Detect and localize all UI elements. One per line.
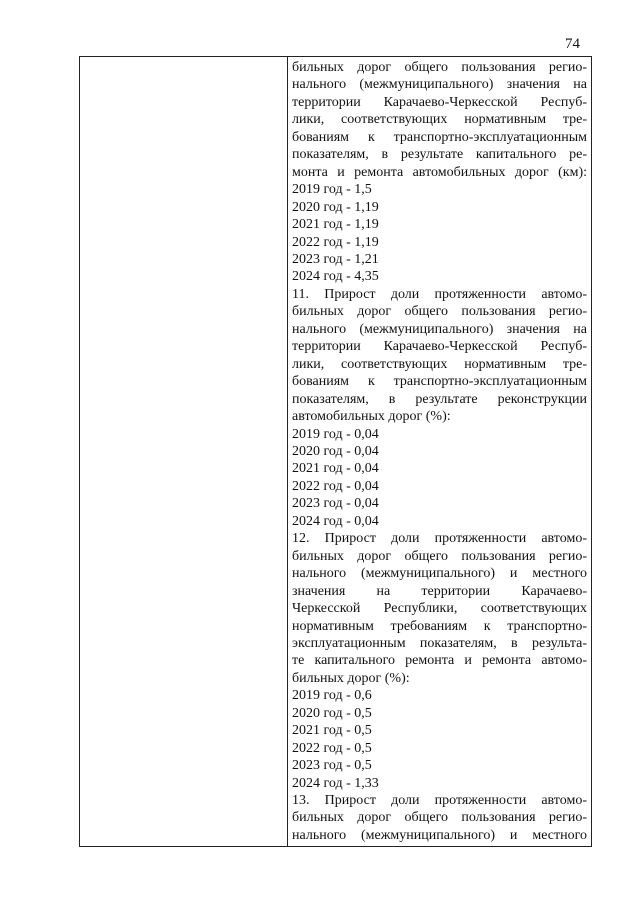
text-line: 2019 год - 0,04 <box>292 426 379 442</box>
text-line: 2022 год - 0,5 <box>292 740 372 756</box>
text-line: нального (межмуниципального) и местного <box>292 827 587 843</box>
text-line: бованиям к транспортно-эксплуатационным <box>292 129 587 145</box>
text-line: 2022 год - 0,04 <box>292 478 379 494</box>
text-line: нормативным требованиям к транспортно- <box>292 618 587 634</box>
content-table <box>79 56 592 847</box>
text-line: 2024 год - 4,35 <box>292 269 379 285</box>
text-line: 2022 год - 1,19 <box>292 234 379 250</box>
text-line: 2021 год - 1,19 <box>292 217 379 233</box>
text-line: эксплуатационным показателям, в результа- <box>292 635 587 651</box>
text-line: 2021 год - 0,04 <box>292 461 379 477</box>
page-number: 74 <box>565 36 580 52</box>
text-line: территории Карачаево-Черкесской Респуб- <box>292 339 587 355</box>
text-line: 2020 год - 1,19 <box>292 199 379 215</box>
text-line: Черкесской Республики, соответствующих <box>292 601 587 617</box>
text-line: лики, соответствующих нормативным тре- <box>292 356 587 372</box>
text-line: те капитального ремонта и ремонта автомо- <box>292 653 587 669</box>
text-line: 2019 год - 1,5 <box>292 182 372 198</box>
text-line: 2023 год - 1,21 <box>292 251 379 267</box>
text-line: 2021 год - 0,5 <box>292 723 372 739</box>
text-line: территории Карачаево-Черкесской Респуб- <box>292 94 587 110</box>
text-line: лики, соответствующих нормативным тре- <box>292 112 587 128</box>
table-right-cell <box>288 57 591 846</box>
text-line: показателям, в результате капитального ре- <box>292 147 587 163</box>
text-line: бильных дорог (%): <box>292 670 410 686</box>
text-line: показателям, в результате реконструкции <box>292 391 587 407</box>
text-line: значения на территории Карачаево- <box>292 583 587 599</box>
text-line: бильных дорог общего пользования регио- <box>292 548 587 564</box>
text-line: бильных дорог общего пользования регио- <box>292 304 587 320</box>
text-line: 13. Прирост доли протяженности автомо- <box>292 793 587 809</box>
text-line: 2020 год - 0,04 <box>292 443 379 459</box>
text-line: бильных дорог общего пользования регио- <box>292 810 587 826</box>
text-line: 12. Прирост доли протяженности автомо- <box>292 531 587 547</box>
text-line: 2020 год - 0,5 <box>292 705 372 721</box>
text-line: 2019 год - 0,6 <box>292 688 372 704</box>
text-line: 2024 год - 1,33 <box>292 775 379 791</box>
text-line: 2024 год - 0,04 <box>292 513 379 529</box>
text-line: 11. Прирост доли протяженности автомо- <box>292 286 587 302</box>
text-line: нального (межмуниципального) значения на <box>292 77 587 93</box>
text-line: монта и ремонта автомобильных дорог (км): <box>292 164 587 180</box>
text-line: бованиям к транспортно-эксплуатационным <box>292 374 587 390</box>
table-left-cell <box>80 57 288 846</box>
text-line: автомобильных дорог (%): <box>292 409 451 425</box>
text-line: бильных дорог общего пользования регио- <box>292 60 587 75</box>
text-line: 2023 год - 0,5 <box>292 758 372 774</box>
text-line: нального (межмуниципального) значения на <box>292 321 587 337</box>
text-line: 2023 год - 0,04 <box>292 496 379 512</box>
text-line: нального (межмуниципального) и местного <box>292 566 587 582</box>
